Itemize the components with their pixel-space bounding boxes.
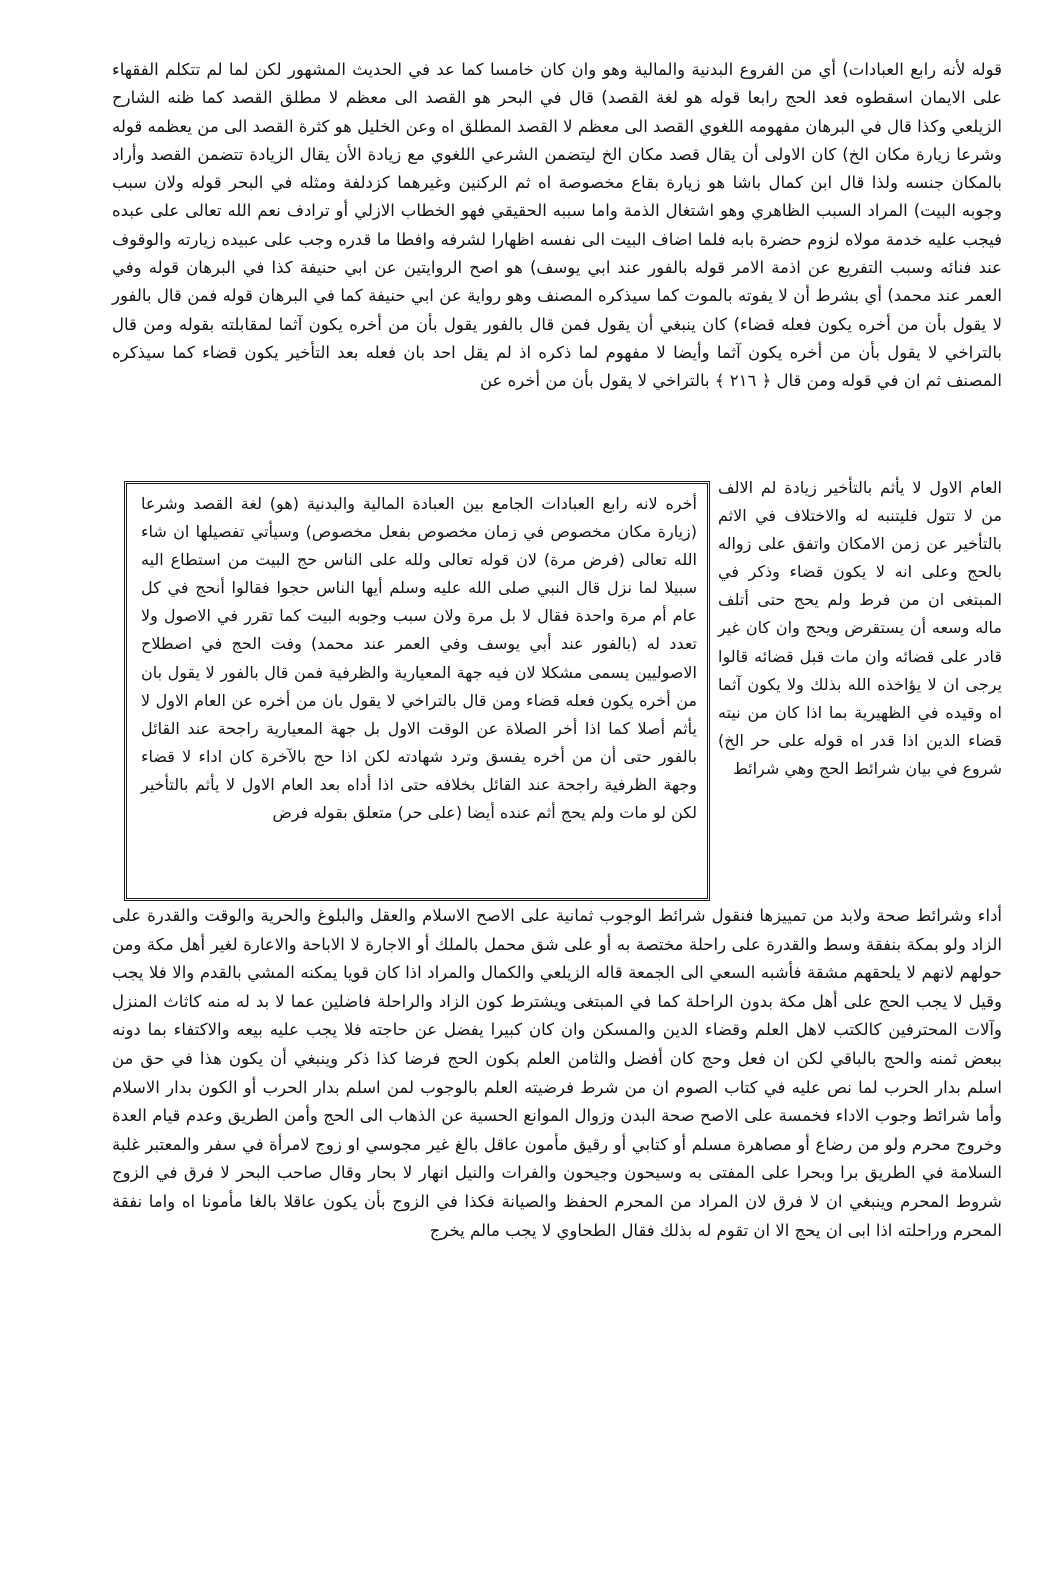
main-text: أخره لانه رابع العبادات الجامع بين العبادة المالية والبدنية (هو) لغة القصد وشرعا (زيارة مكان مخصوص في زمان مخصوص بفعل مخصوص) وسيأتي تفصيلها ان شاء الله تعالى (فرض مرة) لان قوله تعالى ولله على الناس حج البيت من استطاع اليه سبيلا لما نزل قال النبي صلى الله عليه وسلم أيها الناس حجوا فقالوا أنحج في كل عام أم مرة واحدة فقال لا بل مرة ولان سبب وجوبه البيت كما تقرر في الاصول ولا تعدد له (بالفور عند أبي يوسف وفي العمر عند محمد) وفت الحج في اصطلاح الاصوليين يسمى مشكلا لان فيه جهة المعيارية والظرفية فمن قال بالفور لا يقول بان من أخره يكون فعله قضاء ومن قال بالتراخي لا يقول بان من أخره عن العام الاول لا يأثم أصلا كما اذا أخر الصلاة عن الوقت الاول بل جهة المعيارية راجحة عند القائل بالفور حتى أن من أخره يفسق وترد شهادته لكن اذا حج بالآخرة كان اداء لا قضاء وجهة الظرفية راجحة عند القائل بخلافه حتى اذا أداه بعد العام الاول لا يأثم بالتأخير لكن لو مات ولم يحج أثم عنده أيضا (على حر) متعلق بقوله فرض — [141, 494, 697, 823]
header-commentary: قوله لأنه رابع العبادات) أي من الفروع البدنية والمالية وهو وان كان خامسا كما عد في الحديث المشهور لكن لما لم تتكلم الفقهاء على الايمان اسقطوه فعد الحج رابعا قوله هو لغة القصد) قال في البحر هو القصد الى معظم لا مطلق القصد كما ظنه الشارح الزيلعي وكذا قال في البرهان مفهومه اللغوي القصد الى معظم لا القصد المطلق اه وعن الخليل هو كثرة القصد الى من يعظمه قوله وشرعا زيارة مكان الخ) كان الاولى أن يقال قصد مكان الخ ليتضمن الشرعي اللغوي مع زيادة الأن يقال الزيادة تتضمن القصد وأراد بالمكان جنسه ولذا قال ابن كمال باشا هو زيارة بقاع مخصوصة اه ثم الركنين وغيرهما كزدلفة ومثله في البحر قوله ولان سبب وجوبه البيت) المراد السبب الظاهري وهو اشتغال الذمة واما سببه الحقيقي فهو الخطاب الازلي أو ترادف نعم الله تعالى على عبده فيجب عليه خدمة مولاه لزوم حضرة بابه فلما اضاف البيت الى نفسه اظهارا لشرفه وافطا ما قدره وجب على عبيده زيارته والوقوف عند فنائه وسبب التفريع عن اذمة الامر قوله بالفور عند ابي يوسف) هو اصح الروايتين عن ابي حنيفة كذا في البرهان قوله وفي العمر عند محمد) أي بشرط أن لا يفوته بالموت كما سيذكره المصنف وهو رواية عن ابي حنيفة كما في البرهان قوله فمن قال بالفور لا يقول بأن من أخره يكون فعله قضاء) كان ينبغي أن يقول فمن قال بالفور يقول بأن من أخره يكون آثما لمقابلته بقوله ومن قال بالتراخي لا يقول بأن من أخره يكون آثما وأيضا لا مفهوم لما ذكره اذ لم يقل احد بان فعله بعد التأخير يكون قضاء كما سيذكره المصنف ثم ان في قوله ومن قال ﴿ ٢١٦ ﴾ بالتراخي لا يقول بأن من أخره عن — [112, 60, 1002, 391]
main-text-frame — [124, 481, 710, 901]
margin-commentary: العام الاول لا يأثم بالتأخير زيادة لم الالف من لا تتول فليتنبه له والاختلاف في الاثم بالتأخير عن زمن الامكان واتفق على زواله بالحج وعلى انه لا يكون قضاء وذكر في المبتغى ان من فرط ولم يحج حتى أتلف ماله وسعه أن يستقرض ويحج وان كان غير قادر على قضائه وان مات قبل قضائه قالوا يرجى ان لا يؤاخذه الله بذلك ولا يكون آثما اه وقيده في الظهيرية بما اذا كان من نيته قضاء الدين اذا قدر اه قوله على حر الخ) شروع في بيان شرائط الحج وهي شرائط — [718, 478, 1002, 778]
footer-commentary: أداء وشرائط صحة ولابد من تمييزها فنقول شرائط الوجوب ثمانية على الاصح الاسلام والعقل والبلوغ والحرية والوقت والقدرة على الزاد ولو بمكة بنفقة وسط والقدرة على راحلة مختصة به أو على شق محمل بالملك أو الاجارة لا الاباحة والاعارة لغير أهل مكة ومن حولهم لانهم لا يلحقهم مشقة فأشبه السعي الى الجمعة قاله الزيلعي والكمال والمراد اذا كان قويا يمكنه المشي بالقدم والا فلا يجب وقيل لا يجب الحج على أهل مكة بدون الراحلة كما في المبتغى ويشترط كون الزاد والراحلة فاضلين عما لا بد له منه كاثاث المنزل وآلات المحترفين كالكتب لاهل العلم وقضاء الدين والمسكن وان كان كبيرا يفضل عن حاجته فلا يجب عليه بيعه والاكتفاء بما دونه ببعض ثمنه والحج بالباقي لكن ان فعل وحج كان أفضل والثامن العلم بكون الحج فرضا كذا ذكر وينبغي أن يكون هذا في حق من اسلم بدار الحرب لما نص عليه في كتاب الصوم ان من شرط فرضيته العلم بالوجوب لمن اسلم بدار الحرب أو الكون بدار الاسلام وأما شرائط وجوب الاداء فخمسة على الاصح صحة البدن وزوال الموانع الحسية عن الذهاب الى الحج وأمن الطريق وعدم قيام العدة وخروج محرم ولو من رضاع أو مصاهرة مسلم أو كتابي أو رقيق مأمون عاقل بالغ غير مجوسي او زوج لامرأة في سفر والمعتبر غلبة السلامة في الطريق برا وبحرا على المفتى به وسيحون وجيحون والفرات والنيل انهار لا بحار وقال صاحب البحر لا فرق في الزوج شروط المحرم وينبغي ان لا فرق لان المراد من المحرم الحفظ والصيانة فكذا في الزوج بأن يكون عاقلا بالغا مأمونا اه واما نفقة المحرم وراحلته اذا ابى ان يحج الا ان تقوم له بذلك فقال الطحاوي لا يجب مالم يخرج — [112, 906, 1002, 1240]
